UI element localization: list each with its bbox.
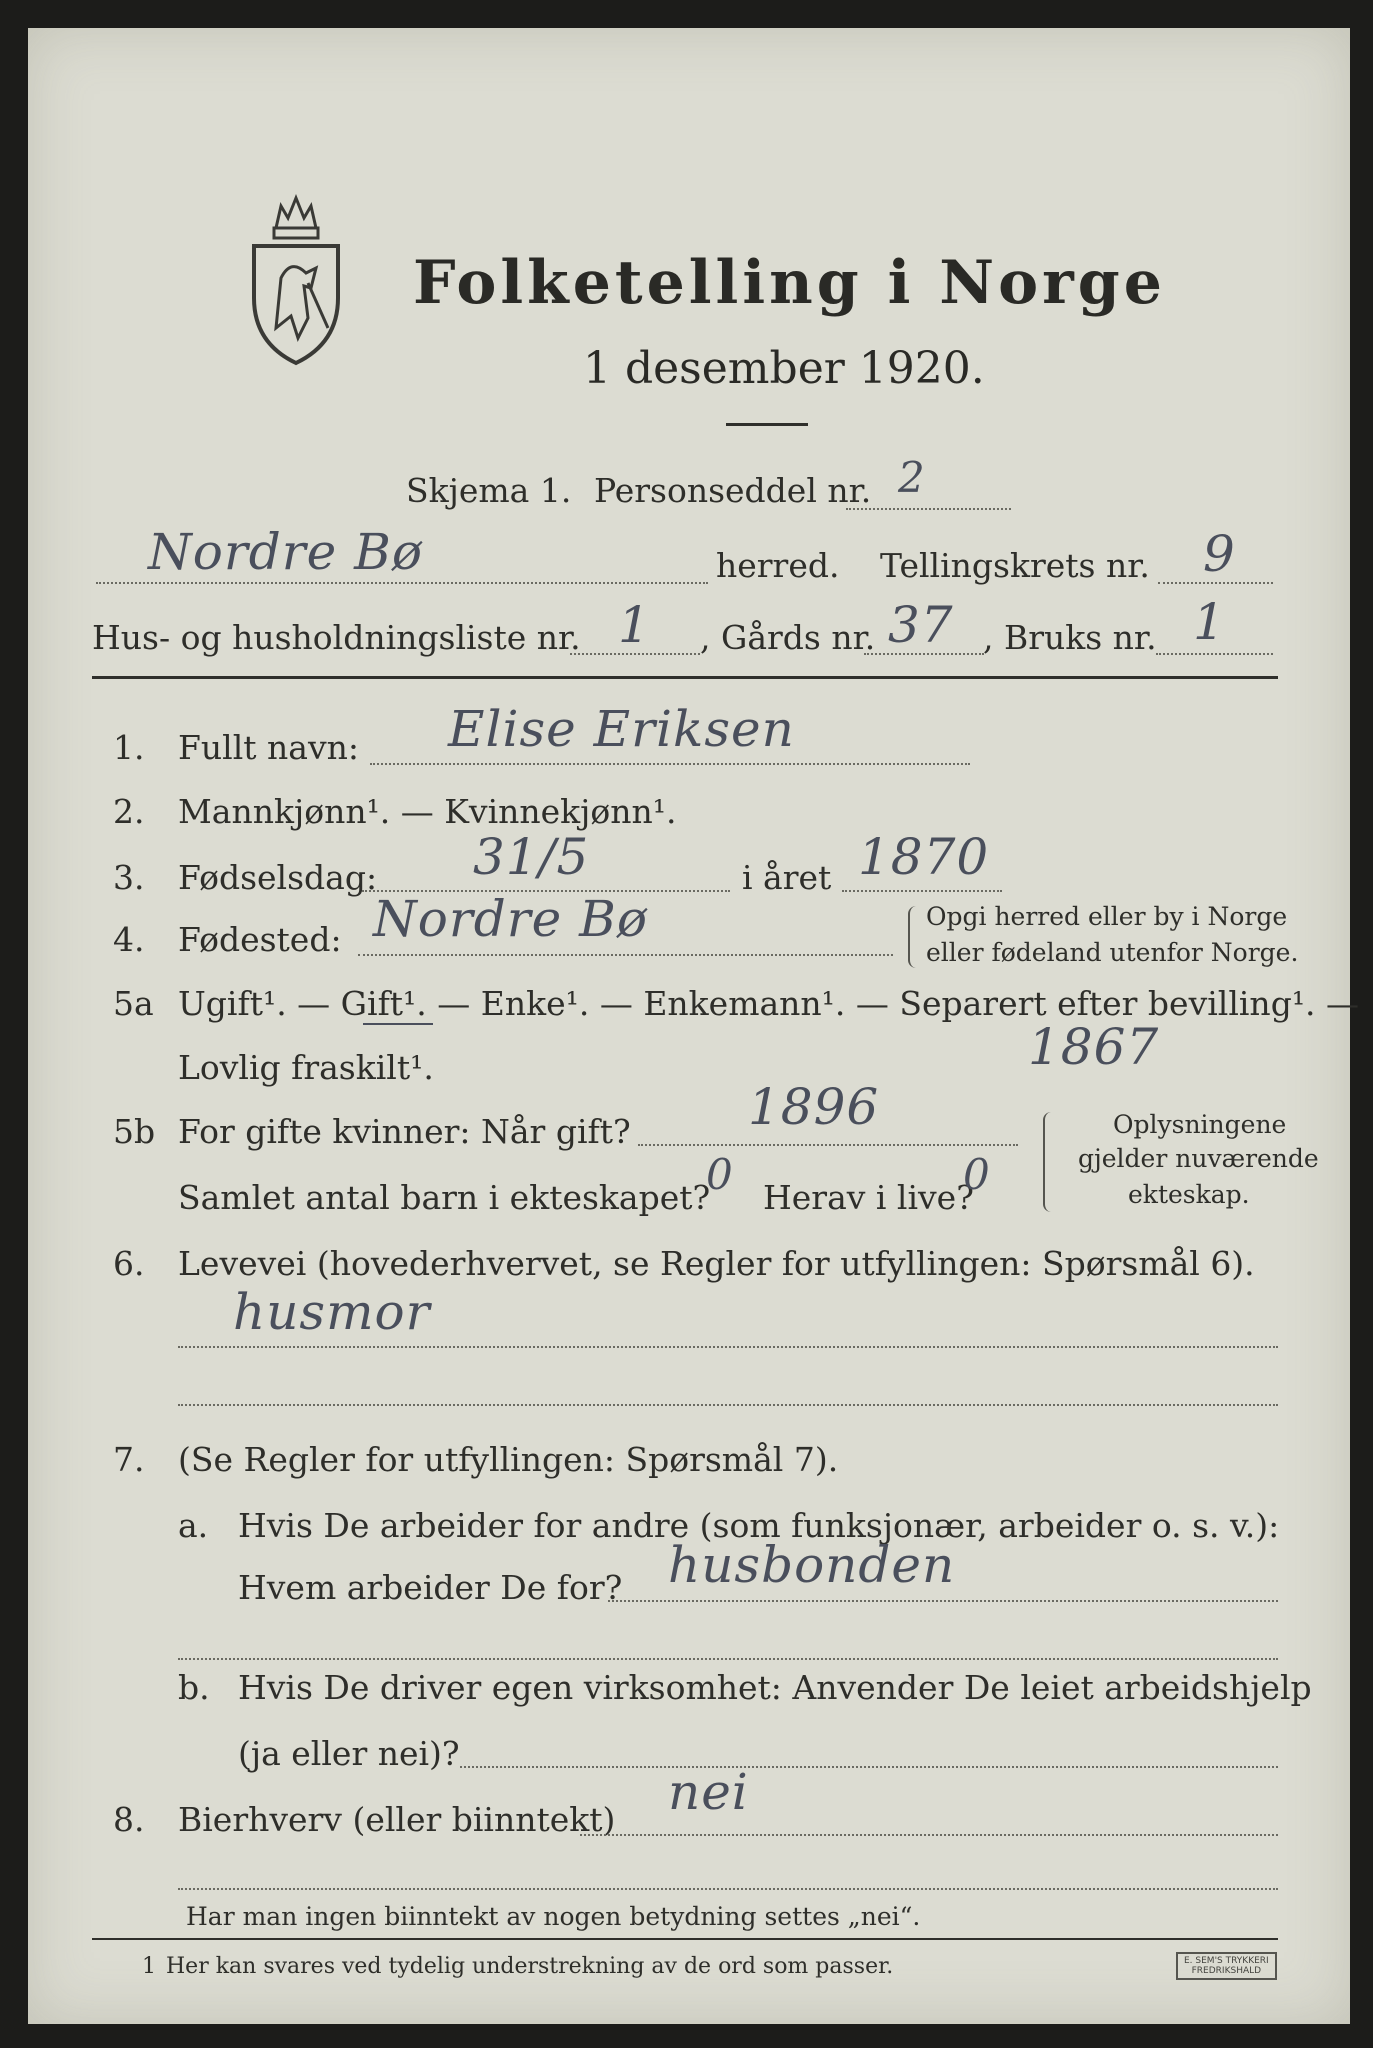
side-income-value[interactable]: nei	[668, 1763, 749, 1821]
tellingskrets-value[interactable]: 9	[1203, 525, 1236, 583]
q6-label: Levevei (hovederhvervet, se Regler for utfyllingen: Spørsmål 6).	[178, 1244, 1255, 1283]
header-rule	[92, 676, 1278, 679]
q4-number: 4.	[113, 920, 145, 959]
q7a-line2: Hvem arbeider De for?	[238, 1568, 623, 1607]
q2-label: Mannkjønn¹. — Kvinnekjønn¹.	[178, 792, 677, 831]
herred-value[interactable]: Nordre Bø	[148, 523, 423, 581]
marriage-note-2: gjelder nuværende	[1078, 1144, 1319, 1173]
q2-number: 2.	[113, 792, 145, 831]
husholdningsliste-label: Hus- og husholdningsliste nr.	[92, 618, 581, 657]
marital-extra-value[interactable]: 1867	[1028, 1018, 1160, 1076]
marital-status-options-2: Lovlig fraskilt¹.	[178, 1048, 434, 1087]
q7-label: (Se Regler for utfyllingen: Spørsmål 7).	[178, 1440, 839, 1479]
census-form-page	[28, 28, 1360, 2024]
marriage-note-1: Oplysningene	[1113, 1110, 1287, 1139]
bruks-label: , Bruks nr.	[983, 618, 1157, 657]
children-count-label: Samlet antal barn i ekteskapet?	[178, 1178, 711, 1217]
page-title: Folketelling i Norge	[413, 248, 1166, 318]
q8-number: 8.	[113, 1800, 145, 1839]
birth-year-value[interactable]: 1870	[858, 828, 990, 886]
birthplace-note-2: eller fødeland utenfor Norge.	[926, 938, 1299, 967]
printer-stamp-line-2: FREDRIKSHALD	[1191, 1966, 1262, 1976]
q3-number: 3.	[113, 858, 145, 897]
footnote-text: Her kan svares ved tydelig understrekning av de ord som passer.	[166, 1954, 894, 1979]
personseddel-label: Personseddel nr.	[594, 471, 872, 510]
title-divider	[726, 423, 808, 426]
birthplace-note-1: Opgi herred eller by i Norge	[926, 902, 1288, 931]
marital-status-options: Ugift¹. — Gift¹. — Enke¹. — Enkemann¹. — Separert efter bevilling¹. —	[178, 984, 1360, 1023]
children-alive-value[interactable]: 0	[963, 1150, 991, 1199]
q1-label: Fullt navn:	[178, 728, 359, 767]
footnote-number: 1	[142, 1954, 156, 1979]
coat-of-arms-icon	[246, 188, 346, 368]
children-count-value[interactable]: 0	[706, 1150, 734, 1199]
q3-label: Fødselsdag:	[178, 858, 378, 897]
q7b-number: b.	[178, 1668, 210, 1707]
married-year-value[interactable]: 1896	[748, 1078, 880, 1136]
husholdningsliste-value[interactable]: 1	[618, 596, 651, 654]
gards-label: , Gårds nr.	[700, 618, 876, 657]
q7a-line1: Hvis De arbeider for andre (som funksjonær, arbeider o. s. v.):	[238, 1506, 1280, 1545]
personseddel-value[interactable]: 2	[898, 453, 926, 502]
herred-label: herred.	[716, 546, 840, 585]
q6-number: 6.	[113, 1244, 145, 1283]
printer-stamp-line-1: E. SEM'S TRYKKERI	[1184, 1956, 1269, 1966]
q5b-number: 5b	[113, 1112, 156, 1151]
q8-label: Bierhverv (eller biinntekt)	[178, 1800, 616, 1839]
page-subtitle: 1 desember 1920.	[583, 343, 985, 394]
children-alive-label: Herav i live?	[763, 1178, 974, 1217]
q7-number: 7.	[113, 1440, 145, 1479]
married-when-label: For gifte kvinner: Når gift?	[178, 1112, 631, 1151]
q5a-number: 5a	[113, 984, 154, 1023]
footer-rule	[92, 1938, 1278, 1940]
q1-number: 1.	[113, 728, 145, 767]
full-name-value[interactable]: Elise Eriksen	[448, 700, 795, 758]
year-label: i året	[742, 858, 832, 897]
gift-underline	[363, 1023, 433, 1025]
q7a-number: a.	[178, 1506, 209, 1545]
occupation-value[interactable]: husmor	[233, 1283, 431, 1341]
employer-value[interactable]: husbonden	[668, 1536, 956, 1594]
birthplace-value[interactable]: Nordre Bø	[373, 890, 648, 948]
tellingskrets-label: Tellingskrets nr.	[880, 546, 1150, 585]
bruks-value[interactable]: 1	[1193, 593, 1226, 651]
birthdate-value[interactable]: 31/5	[473, 828, 590, 886]
q4-label: Fødested:	[178, 920, 342, 959]
skjema-label: Skjema 1.	[406, 471, 572, 510]
gards-value[interactable]: 37	[888, 596, 954, 654]
footer-note: Har man ingen biinntekt av nogen betydning settes „nei“.	[186, 1902, 921, 1931]
q7b-line1: Hvis De driver egen virksomhet: Anvender De leiet arbeidshjelp	[238, 1668, 1312, 1707]
q7b-line2: (ja eller nei)?	[238, 1734, 460, 1773]
printer-stamp	[1176, 1952, 1277, 1980]
marriage-note-3: ekteskap.	[1128, 1180, 1250, 1209]
